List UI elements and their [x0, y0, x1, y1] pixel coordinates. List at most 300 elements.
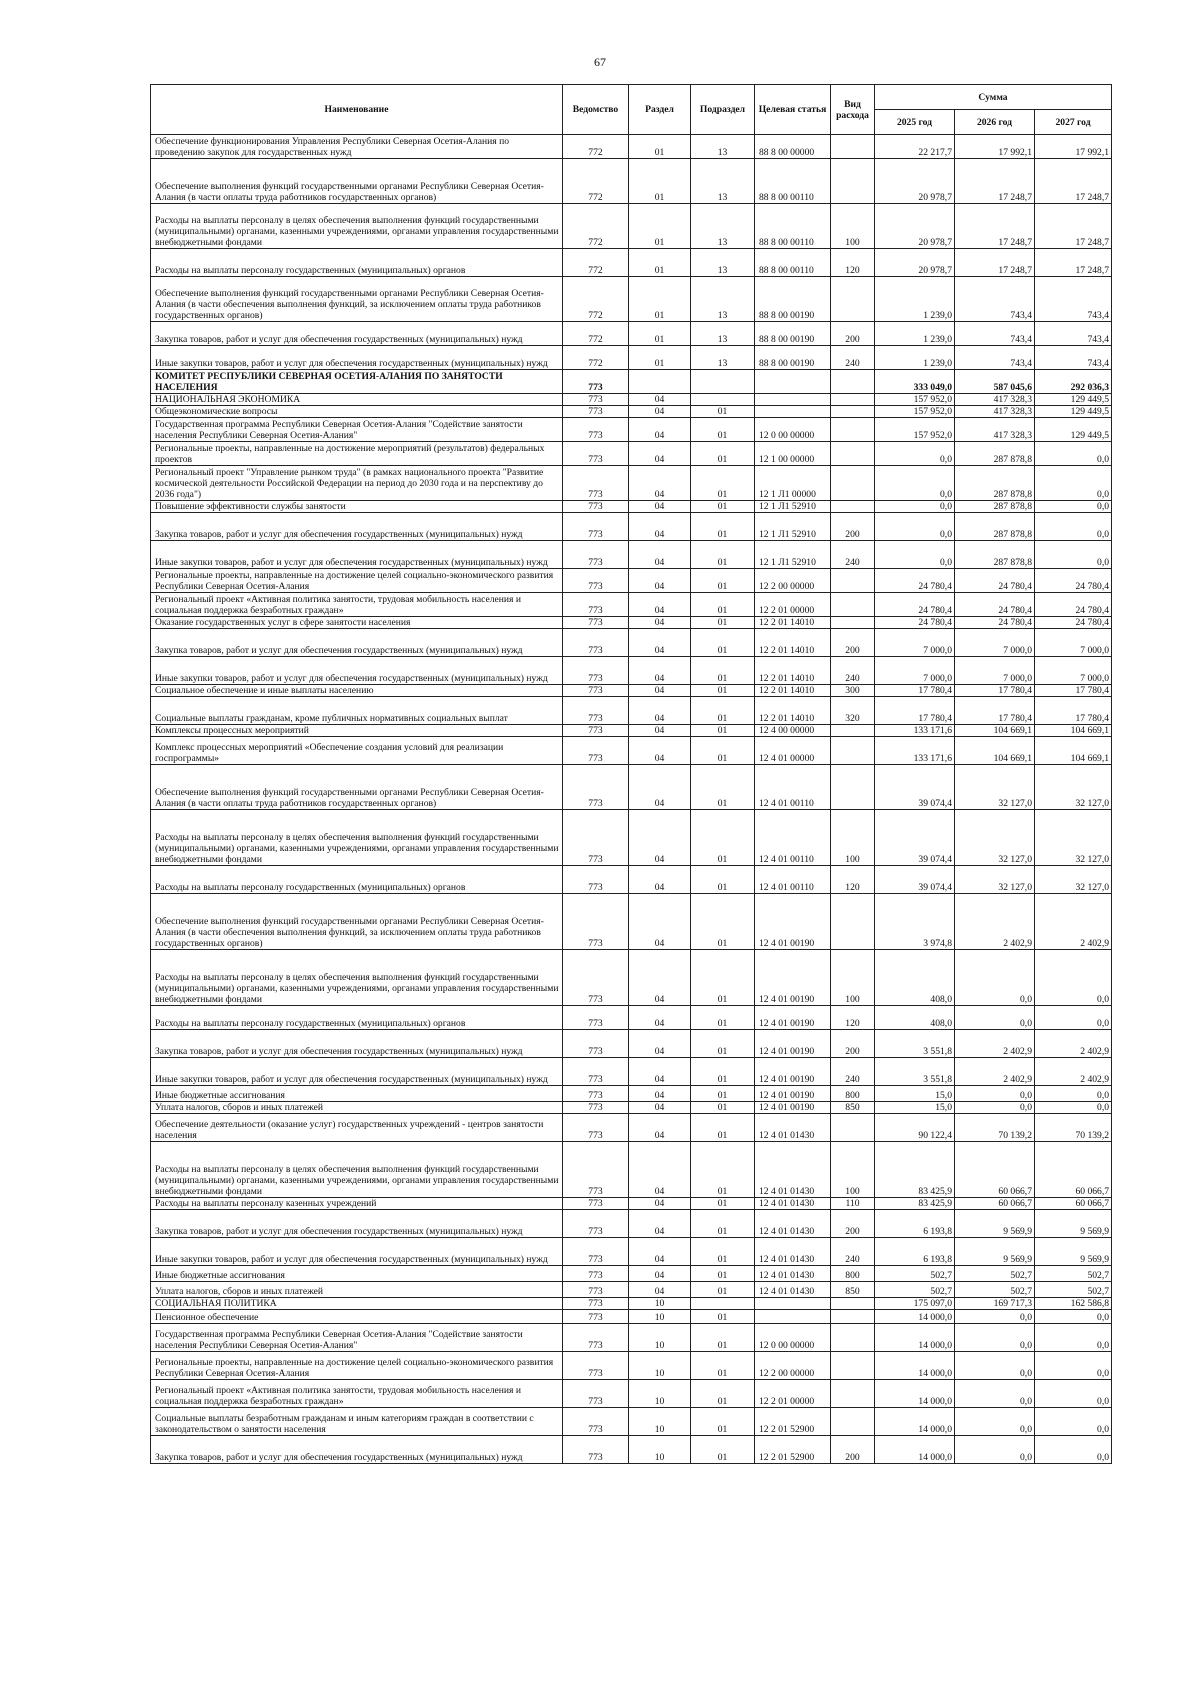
- row-subsection: 01: [691, 569, 755, 593]
- header-year-2026: 2026 год: [955, 110, 1035, 135]
- row-expense-type: [831, 1298, 875, 1310]
- table-row: [151, 1030, 1112, 1058]
- table-row: [151, 894, 1112, 950]
- row-amount-2025: 39 074,4: [875, 866, 955, 894]
- row-name: СОЦИАЛЬНАЯ ПОЛИТИКА: [151, 1298, 563, 1310]
- table-row: [151, 697, 1112, 725]
- row-name: Комплексы процессных мероприятий: [151, 725, 563, 737]
- row-target-article: 12 2 01 14010: [755, 629, 831, 657]
- row-section: 04: [629, 1102, 691, 1114]
- row-amount-2025: 6 193,8: [875, 1210, 955, 1238]
- row-department: 773: [563, 569, 629, 593]
- row-section: 04: [629, 697, 691, 725]
- row-target-article: 12 0 00 00000: [755, 418, 831, 442]
- row-section: 01: [629, 322, 691, 346]
- row-subsection: 01: [691, 1086, 755, 1102]
- table-row: [151, 394, 1112, 406]
- row-target-article: 12 2 01 14010: [755, 617, 831, 629]
- row-amount-2025: 1 239,0: [875, 322, 955, 346]
- row-department: 773: [563, 1266, 629, 1282]
- row-amount-2027: 0,0: [1035, 1006, 1112, 1030]
- table-row: [151, 1006, 1112, 1030]
- row-expense-type: 200: [831, 1030, 875, 1058]
- row-department: 773: [563, 442, 629, 466]
- row-section: 01: [629, 159, 691, 204]
- table-row: [151, 159, 1112, 204]
- row-target-article: 12 2 01 00000: [755, 593, 831, 617]
- row-expense-type: 240: [831, 1238, 875, 1266]
- row-department: 773: [563, 1006, 629, 1030]
- row-section: 04: [629, 466, 691, 501]
- row-amount-2026: 287 878,8: [955, 466, 1035, 501]
- row-section: 10: [629, 1436, 691, 1464]
- row-amount-2027: 9 569,9: [1035, 1238, 1112, 1266]
- row-amount-2025: 133 171,6: [875, 725, 955, 737]
- row-name: Обеспечение деятельности (оказание услуг) государственных учреждений - центров занятости населения: [151, 1114, 563, 1142]
- row-department: 773: [563, 394, 629, 406]
- row-expense-type: 800: [831, 1086, 875, 1102]
- row-department: 772: [563, 159, 629, 204]
- row-target-article: 12 4 01 00110: [755, 866, 831, 894]
- row-section: 01: [629, 135, 691, 159]
- row-expense-type: 100: [831, 950, 875, 1006]
- row-expense-type: 110: [831, 1198, 875, 1210]
- header-year-2025: 2025 год: [875, 110, 955, 135]
- row-amount-2025: 14 000,0: [875, 1436, 955, 1464]
- row-department: 773: [563, 617, 629, 629]
- row-department: 773: [563, 810, 629, 866]
- row-department: 773: [563, 657, 629, 685]
- row-target-article: 12 2 00 00000: [755, 1352, 831, 1380]
- table-row: [151, 418, 1112, 442]
- row-department: 773: [563, 1380, 629, 1408]
- row-target-article: 12 4 01 01430: [755, 1282, 831, 1298]
- row-department: 772: [563, 249, 629, 277]
- header-name: Наименование: [151, 85, 563, 135]
- row-amount-2026: 2 402,9: [955, 1058, 1035, 1086]
- row-amount-2027: 9 569,9: [1035, 1210, 1112, 1238]
- row-target-article: 12 4 01 00190: [755, 1102, 831, 1114]
- row-name: Повышение эффективности службы занятости: [151, 501, 563, 513]
- row-subsection: 01: [691, 1142, 755, 1198]
- row-subsection: 01: [691, 418, 755, 442]
- table-row: [151, 204, 1112, 249]
- row-amount-2025: 0,0: [875, 513, 955, 541]
- row-amount-2025: 6 193,8: [875, 1238, 955, 1266]
- row-name: Обеспечение выполнения функций государственными органами Республики Северная Осетия-Алания (в части оплаты труда работников государственных органов): [151, 765, 563, 810]
- row-target-article: 12 4 01 01430: [755, 1210, 831, 1238]
- row-section: 04: [629, 765, 691, 810]
- row-amount-2025: 175 097,0: [875, 1298, 955, 1310]
- row-amount-2027: 0,0: [1035, 1102, 1112, 1114]
- row-target-article: 12 4 01 00000: [755, 737, 831, 765]
- row-section: 04: [629, 1114, 691, 1142]
- row-department: 773: [563, 1114, 629, 1142]
- row-amount-2026: 17 248,7: [955, 204, 1035, 249]
- table-row: [151, 1436, 1112, 1464]
- row-amount-2027: 502,7: [1035, 1266, 1112, 1282]
- row-amount-2025: 15,0: [875, 1086, 955, 1102]
- table-row: [151, 513, 1112, 541]
- row-amount-2027: 292 036,3: [1035, 370, 1112, 394]
- row-target-article: 12 2 01 14010: [755, 685, 831, 697]
- row-amount-2027: 0,0: [1035, 950, 1112, 1006]
- row-section: 01: [629, 277, 691, 322]
- row-subsection: 13: [691, 346, 755, 370]
- row-subsection: 13: [691, 135, 755, 159]
- row-amount-2025: 502,7: [875, 1282, 955, 1298]
- row-department: 773: [563, 1058, 629, 1086]
- row-subsection: 01: [691, 1006, 755, 1030]
- row-name: Социальные выплаты безработным гражданам и иным категориям граждан в соответствии с законодательством о занятости населения: [151, 1408, 563, 1436]
- row-name: Общеэкономические вопросы: [151, 406, 563, 418]
- row-department: 773: [563, 1282, 629, 1298]
- row-amount-2026: 60 066,7: [955, 1198, 1035, 1210]
- row-department: 773: [563, 737, 629, 765]
- row-name: Региональные проекты, направленные на достижение целей социально-экономического развития Республики Северная Осетия-Алания: [151, 1352, 563, 1380]
- row-amount-2025: 22 217,7: [875, 135, 955, 159]
- row-section: 10: [629, 1298, 691, 1310]
- row-amount-2027: 7 000,0: [1035, 657, 1112, 685]
- row-department: 773: [563, 1408, 629, 1436]
- row-name: Закупка товаров, работ и услуг для обеспечения государственных (муниципальных) нужд: [151, 1030, 563, 1058]
- row-amount-2026: 287 878,8: [955, 442, 1035, 466]
- table-row: [151, 1324, 1112, 1352]
- row-subsection: [691, 1298, 755, 1310]
- table-row: [151, 442, 1112, 466]
- row-subsection: 01: [691, 866, 755, 894]
- row-department: 773: [563, 894, 629, 950]
- row-amount-2025: 90 122,4: [875, 1114, 955, 1142]
- row-expense-type: 120: [831, 249, 875, 277]
- row-expense-type: 200: [831, 1436, 875, 1464]
- table-row: [151, 617, 1112, 629]
- row-section: 04: [629, 406, 691, 418]
- table-row: [151, 1114, 1112, 1142]
- row-amount-2026: 587 045,6: [955, 370, 1035, 394]
- row-amount-2025: 1 239,0: [875, 346, 955, 370]
- row-section: 04: [629, 394, 691, 406]
- row-amount-2027: 2 402,9: [1035, 894, 1112, 950]
- row-amount-2025: 14 000,0: [875, 1408, 955, 1436]
- row-amount-2025: 7 000,0: [875, 629, 955, 657]
- table-row: [151, 1086, 1112, 1102]
- row-subsection: [691, 394, 755, 406]
- row-expense-type: [831, 737, 875, 765]
- row-expense-type: 200: [831, 629, 875, 657]
- row-amount-2026: 169 717,3: [955, 1298, 1035, 1310]
- row-amount-2025: 0,0: [875, 501, 955, 513]
- row-amount-2027: 17 780,4: [1035, 685, 1112, 697]
- row-section: 10: [629, 1310, 691, 1324]
- table-row: [151, 657, 1112, 685]
- row-target-article: 12 4 01 00190: [755, 950, 831, 1006]
- row-expense-type: 850: [831, 1282, 875, 1298]
- row-subsection: 01: [691, 541, 755, 569]
- row-expense-type: 240: [831, 541, 875, 569]
- row-amount-2026: 9 569,9: [955, 1238, 1035, 1266]
- row-subsection: 01: [691, 1102, 755, 1114]
- page-number: 67: [594, 55, 606, 69]
- row-target-article: 88 8 00 00000: [755, 135, 831, 159]
- row-amount-2027: 0,0: [1035, 466, 1112, 501]
- row-department: 773: [563, 725, 629, 737]
- row-name: Иные закупки товаров, работ и услуг для обеспечения государственных (муниципальных) нужд: [151, 1058, 563, 1086]
- row-subsection: 01: [691, 765, 755, 810]
- row-expense-type: 200: [831, 513, 875, 541]
- row-amount-2026: 24 780,4: [955, 617, 1035, 629]
- row-amount-2026: 0,0: [955, 1006, 1035, 1030]
- row-target-article: [755, 1298, 831, 1310]
- row-department: 772: [563, 277, 629, 322]
- table-row: [151, 277, 1112, 322]
- row-subsection: 01: [691, 737, 755, 765]
- row-name: Обеспечение выполнения функций государственными органами Республики Северная Осетия-Алания (в части оплаты труда работников государственных органов): [151, 159, 563, 204]
- row-department: 773: [563, 1324, 629, 1352]
- row-amount-2026: 287 878,8: [955, 513, 1035, 541]
- row-name: Иные бюджетные ассигнования: [151, 1086, 563, 1102]
- table-body: [151, 135, 1112, 1464]
- table-row: [151, 1058, 1112, 1086]
- row-amount-2026: 0,0: [955, 950, 1035, 1006]
- row-name: Обеспечение функционирования Управления Республики Северная Осетия-Алания по проведению закупок для государственных нужд: [151, 135, 563, 159]
- row-amount-2026: 70 139,2: [955, 1114, 1035, 1142]
- row-amount-2025: 3 551,8: [875, 1058, 955, 1086]
- row-amount-2027: 17 780,4: [1035, 697, 1112, 725]
- row-section: 04: [629, 501, 691, 513]
- row-amount-2026: 17 992,1: [955, 135, 1035, 159]
- row-amount-2026: 502,7: [955, 1266, 1035, 1282]
- row-name: НАЦИОНАЛЬНАЯ ЭКОНОМИКА: [151, 394, 563, 406]
- row-expense-type: 800: [831, 1266, 875, 1282]
- row-department: 773: [563, 1030, 629, 1058]
- row-amount-2027: 0,0: [1035, 1310, 1112, 1324]
- table-row: [151, 322, 1112, 346]
- row-expense-type: [831, 406, 875, 418]
- table-row: [151, 501, 1112, 513]
- row-target-article: 12 1 Л1 52910: [755, 541, 831, 569]
- row-section: 04: [629, 685, 691, 697]
- row-amount-2027: 743,4: [1035, 277, 1112, 322]
- row-amount-2027: 17 992,1: [1035, 135, 1112, 159]
- row-section: 01: [629, 346, 691, 370]
- row-target-article: 12 4 01 00110: [755, 765, 831, 810]
- row-amount-2026: 9 569,9: [955, 1210, 1035, 1238]
- table-row: [151, 1380, 1112, 1408]
- table-row: [151, 725, 1112, 737]
- row-section: 04: [629, 418, 691, 442]
- row-amount-2026: 0,0: [955, 1310, 1035, 1324]
- row-subsection: 01: [691, 466, 755, 501]
- row-subsection: 01: [691, 1282, 755, 1298]
- row-amount-2027: 0,0: [1035, 1408, 1112, 1436]
- row-amount-2026: 417 328,3: [955, 406, 1035, 418]
- row-amount-2027: 502,7: [1035, 1282, 1112, 1298]
- budget-table-container: [150, 84, 1111, 1464]
- row-name: Закупка товаров, работ и услуг для обеспечения государственных (муниципальных) нужд: [151, 513, 563, 541]
- row-target-article: 12 4 00 00000: [755, 725, 831, 737]
- row-section: 10: [629, 1352, 691, 1380]
- row-amount-2027: 70 139,2: [1035, 1114, 1112, 1142]
- row-subsection: 01: [691, 442, 755, 466]
- row-amount-2025: 14 000,0: [875, 1324, 955, 1352]
- row-subsection: 01: [691, 617, 755, 629]
- row-subsection: 01: [691, 406, 755, 418]
- row-target-article: 88 8 00 00110: [755, 204, 831, 249]
- table-row: [151, 765, 1112, 810]
- row-section: 04: [629, 1238, 691, 1266]
- row-target-article: [755, 394, 831, 406]
- row-name: Уплата налогов, сборов и иных платежей: [151, 1102, 563, 1114]
- row-name: Расходы на выплаты персоналу государственных (муниципальных) органов: [151, 1006, 563, 1030]
- row-expense-type: [831, 159, 875, 204]
- row-amount-2025: 17 780,4: [875, 697, 955, 725]
- row-name: Пенсионное обеспечение: [151, 1310, 563, 1324]
- row-expense-type: [831, 593, 875, 617]
- row-department: 773: [563, 1436, 629, 1464]
- row-name: Уплата налогов, сборов и иных платежей: [151, 1282, 563, 1298]
- row-target-article: 12 2 01 14010: [755, 657, 831, 685]
- row-section: 04: [629, 866, 691, 894]
- row-amount-2025: 20 978,7: [875, 249, 955, 277]
- row-subsection: 01: [691, 657, 755, 685]
- row-amount-2027: 0,0: [1035, 1380, 1112, 1408]
- row-amount-2027: 17 248,7: [1035, 249, 1112, 277]
- row-target-article: 12 4 01 00190: [755, 894, 831, 950]
- row-expense-type: [831, 418, 875, 442]
- row-department: 773: [563, 950, 629, 1006]
- row-amount-2025: 20 978,7: [875, 204, 955, 249]
- row-department: 773: [563, 1310, 629, 1324]
- row-amount-2026: 0,0: [955, 1324, 1035, 1352]
- row-amount-2025: 39 074,4: [875, 810, 955, 866]
- row-department: 773: [563, 866, 629, 894]
- row-expense-type: [831, 277, 875, 322]
- row-amount-2026: 0,0: [955, 1380, 1035, 1408]
- table-row: [151, 406, 1112, 418]
- row-name: Расходы на выплаты персоналу казенных учреждений: [151, 1198, 563, 1210]
- row-target-article: 88 8 00 00190: [755, 277, 831, 322]
- row-department: 773: [563, 629, 629, 657]
- row-target-article: 12 2 01 52900: [755, 1436, 831, 1464]
- table-row: [151, 569, 1112, 593]
- row-expense-type: [831, 1324, 875, 1352]
- row-section: 01: [629, 204, 691, 249]
- row-target-article: 12 2 00 00000: [755, 569, 831, 593]
- row-name: Обеспечение выполнения функций государственными органами Республики Северная Осетия-Алания (в части обеспечения выполнения функций, за исключением оплаты труда работников государственных органов): [151, 894, 563, 950]
- row-target-article: [755, 370, 831, 394]
- row-amount-2026: 17 780,4: [955, 697, 1035, 725]
- row-target-article: 12 4 01 00190: [755, 1030, 831, 1058]
- row-section: 04: [629, 737, 691, 765]
- table-row: [151, 1282, 1112, 1298]
- row-subsection: 01: [691, 1266, 755, 1282]
- row-name: Иные закупки товаров, работ и услуг для обеспечения государственных (муниципальных) нужд: [151, 1238, 563, 1266]
- row-name: Государственная программа Республики Северная Осетия-Алания "Содействие занятости населения Республики Северная Осетия-Алания": [151, 1324, 563, 1352]
- row-amount-2026: 60 066,7: [955, 1142, 1035, 1198]
- row-department: 773: [563, 541, 629, 569]
- row-amount-2027: 17 248,7: [1035, 159, 1112, 204]
- row-expense-type: [831, 894, 875, 950]
- row-amount-2026: 2 402,9: [955, 1030, 1035, 1058]
- row-target-article: 12 1 Л1 52910: [755, 513, 831, 541]
- row-amount-2027: 24 780,4: [1035, 617, 1112, 629]
- row-amount-2026: 743,4: [955, 277, 1035, 322]
- row-amount-2025: 24 780,4: [875, 617, 955, 629]
- table-row: [151, 1266, 1112, 1282]
- row-amount-2027: 0,0: [1035, 541, 1112, 569]
- row-target-article: 12 4 01 00190: [755, 1086, 831, 1102]
- row-name: Региональный проект "Управление рынком труда" (в рамках национального проекта "Развитие космической деятельности Российской Федерации на период до 2030 года и на перспективу до 2036 года"): [151, 466, 563, 501]
- row-subsection: 01: [691, 629, 755, 657]
- row-department: 772: [563, 322, 629, 346]
- row-target-article: 12 4 01 00190: [755, 1058, 831, 1086]
- row-amount-2026: 743,4: [955, 346, 1035, 370]
- row-target-article: 12 4 01 01430: [755, 1238, 831, 1266]
- row-department: 772: [563, 346, 629, 370]
- row-amount-2025: 83 425,9: [875, 1142, 955, 1198]
- row-subsection: 13: [691, 322, 755, 346]
- row-section: 04: [629, 1142, 691, 1198]
- row-section: 04: [629, 950, 691, 1006]
- row-amount-2025: 3 551,8: [875, 1030, 955, 1058]
- row-amount-2025: 24 780,4: [875, 569, 955, 593]
- row-amount-2027: 129 449,5: [1035, 406, 1112, 418]
- row-subsection: 01: [691, 950, 755, 1006]
- row-amount-2026: 0,0: [955, 1352, 1035, 1380]
- row-subsection: 01: [691, 501, 755, 513]
- row-section: 04: [629, 629, 691, 657]
- row-name: Комплекс процессных мероприятий «Обеспечение создания условий для реализации госпрограммы»: [151, 737, 563, 765]
- row-expense-type: 240: [831, 1058, 875, 1086]
- table-row: [151, 950, 1112, 1006]
- row-department: 773: [563, 501, 629, 513]
- budget-table: [150, 84, 1112, 1464]
- row-department: 773: [563, 1238, 629, 1266]
- row-department: 773: [563, 697, 629, 725]
- row-department: 773: [563, 418, 629, 442]
- row-expense-type: [831, 725, 875, 737]
- row-expense-type: [831, 569, 875, 593]
- row-department: 773: [563, 685, 629, 697]
- row-expense-type: [831, 1114, 875, 1142]
- header-target-article: Целевая статья: [755, 85, 831, 135]
- row-section: 04: [629, 1030, 691, 1058]
- row-amount-2025: 17 780,4: [875, 685, 955, 697]
- row-amount-2027: 129 449,5: [1035, 418, 1112, 442]
- row-target-article: 12 2 01 14010: [755, 697, 831, 725]
- row-target-article: 12 4 01 01430: [755, 1114, 831, 1142]
- row-expense-type: [831, 1380, 875, 1408]
- row-expense-type: 100: [831, 810, 875, 866]
- row-target-article: 12 0 00 00000: [755, 1324, 831, 1352]
- row-department: 773: [563, 466, 629, 501]
- row-subsection: 13: [691, 159, 755, 204]
- row-name: Обеспечение выполнения функций государственными органами Республики Северная Осетия-Алания (в части обеспечения выполнения функций, за исключением оплаты труда работников государственных органов): [151, 277, 563, 322]
- row-subsection: 01: [691, 1324, 755, 1352]
- row-section: 04: [629, 1006, 691, 1030]
- row-amount-2027: 32 127,0: [1035, 810, 1112, 866]
- row-name: Расходы на выплаты персоналу в целях обеспечения выполнения функций государственными (муниципальными) органами, казенными учреждениями, органами управления государственными внебюджетными фондами: [151, 204, 563, 249]
- row-amount-2025: 157 952,0: [875, 406, 955, 418]
- row-amount-2025: 1 239,0: [875, 277, 955, 322]
- row-section: 04: [629, 894, 691, 950]
- table-row: [151, 370, 1112, 394]
- row-section: 04: [629, 569, 691, 593]
- row-section: 10: [629, 1408, 691, 1436]
- row-target-article: 12 4 01 00110: [755, 810, 831, 866]
- row-target-article: 88 8 00 00110: [755, 249, 831, 277]
